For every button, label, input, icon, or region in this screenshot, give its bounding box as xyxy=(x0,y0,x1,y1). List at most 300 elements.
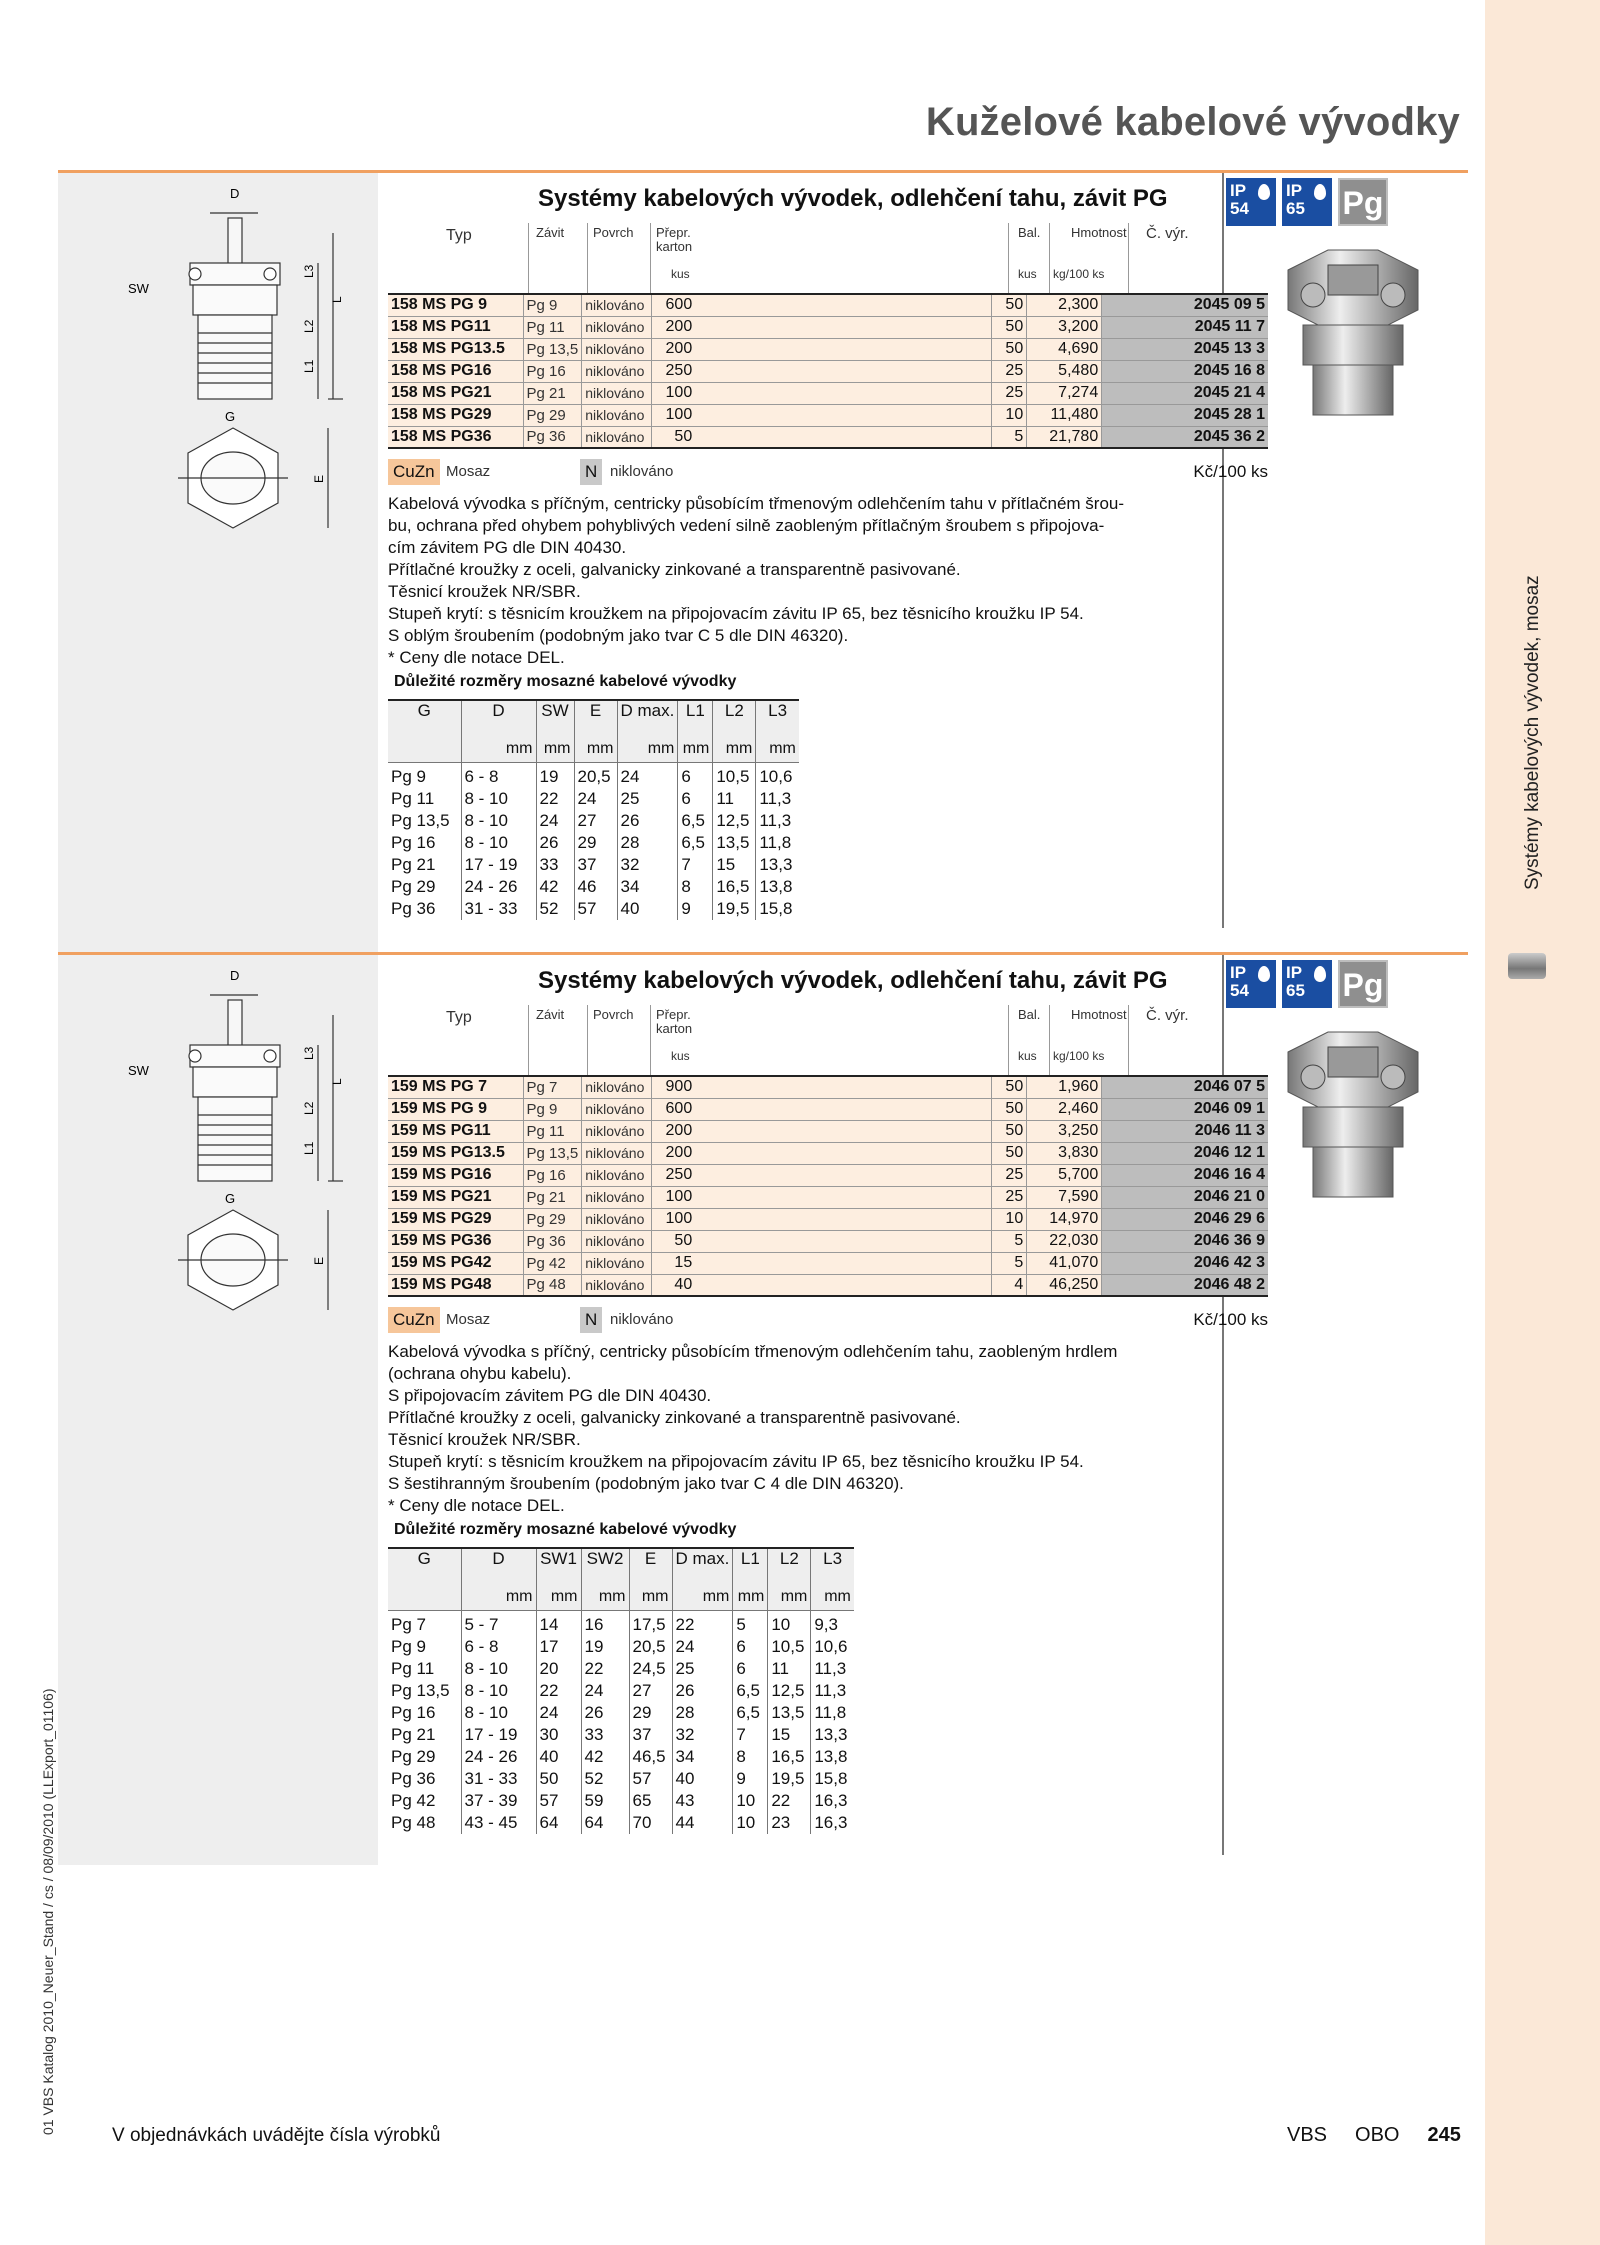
cell-hm: 7,274 xyxy=(1027,382,1102,404)
cell-hm: 3,250 xyxy=(1027,1120,1102,1142)
label-L3: L3 xyxy=(302,264,316,278)
cell-cv: 2046 21 0 xyxy=(1102,1186,1268,1208)
dim-cell: 24 xyxy=(536,810,574,832)
cell-bal: 5 xyxy=(992,426,1027,448)
header-hmotnost: Hmotnost xyxy=(1071,225,1127,240)
dim-cell: 6 xyxy=(678,762,713,788)
cell-typ: 159 MS PG13.5 xyxy=(388,1142,523,1164)
header-prepr: Přepr. xyxy=(656,1007,691,1022)
product-description xyxy=(388,1341,1268,1517)
dim-cell: 20,5 xyxy=(574,762,617,788)
finish-badge-n: N xyxy=(580,459,602,485)
cell-pov: niklováno xyxy=(582,1274,652,1296)
cell-typ: 159 MS PG42 xyxy=(388,1252,523,1274)
dim-cell: 8 - 10 xyxy=(461,810,536,832)
cell-bal: 5 xyxy=(992,1230,1027,1252)
dim-cell: 16 xyxy=(581,1610,629,1636)
dim-cell: 24 xyxy=(574,788,617,810)
cell-bal: 50 xyxy=(992,1076,1027,1098)
dimensions-table xyxy=(388,699,799,920)
description-line: Stupeň krytí: s těsnicím kroužkem na připojovacím závitu IP 65, bez těsnicího kroužku IP 54. xyxy=(388,1452,1084,1471)
dim-cell: 24,5 xyxy=(629,1658,672,1680)
dim-cell: 6,5 xyxy=(733,1702,768,1724)
dim-unit: mm xyxy=(461,1584,536,1610)
dim-unit: mm xyxy=(733,1584,768,1610)
cell-typ: 158 MS PG13.5 xyxy=(388,338,523,360)
cell-cv: 2046 29 6 xyxy=(1102,1208,1268,1230)
dim-unit: mm xyxy=(617,736,678,762)
dim-cell: 40 xyxy=(617,898,678,920)
section-2 xyxy=(58,952,1468,1872)
dim-cell: 12,5 xyxy=(768,1680,811,1702)
cell-typ: 159 MS PG16 xyxy=(388,1164,523,1186)
dim-cell: 10,6 xyxy=(756,762,799,788)
description-line: bu, ochrana před ohybem pohyblivých vedení silně zaobleným přítlačným šroubem s připojova- xyxy=(388,516,1105,535)
product-table-header xyxy=(388,1005,1268,1075)
dim-cell: 13,3 xyxy=(756,854,799,876)
cell-kar: 100 xyxy=(652,382,992,404)
finish-badge-n: N xyxy=(580,1307,602,1333)
cell-hm: 11,480 xyxy=(1027,404,1102,426)
cell-cv: 2046 12 1 xyxy=(1102,1142,1268,1164)
dim-cell: 26 xyxy=(581,1702,629,1724)
table-row xyxy=(388,1274,1268,1296)
description-line: * Ceny dle notace DEL. xyxy=(388,648,565,667)
ip54-badge: IP 54 xyxy=(1226,960,1276,1008)
cell-bal: 10 xyxy=(992,1208,1027,1230)
dim-cell: Pg 21 xyxy=(391,855,436,874)
dim-header: E xyxy=(574,700,617,736)
header-kus: kus xyxy=(671,267,690,281)
dim-cell: 19 xyxy=(536,762,574,788)
dim-header: G xyxy=(388,700,461,736)
cell-hm: 22,030 xyxy=(1027,1230,1102,1252)
cell-zav: Pg 36 xyxy=(523,1230,582,1252)
page-number: 245 xyxy=(1427,2124,1461,2146)
dim-cell: 8 - 10 xyxy=(461,1680,536,1702)
cell-bal: 10 xyxy=(992,404,1027,426)
dim-cell: Pg 9 xyxy=(391,1637,426,1656)
cell-cv: 2046 07 5 xyxy=(1102,1076,1268,1098)
cell-zav: Pg 7 xyxy=(523,1076,582,1098)
dim-header: L2 xyxy=(713,700,756,736)
dim-cell: 5 xyxy=(733,1610,768,1636)
table-row xyxy=(388,1230,1268,1252)
dim-cell: 24 xyxy=(581,1680,629,1702)
dim-cell: 5 - 7 xyxy=(461,1610,536,1636)
label-E: E xyxy=(312,474,326,483)
label-SW: SW xyxy=(128,1063,149,1078)
dim-cell: 24 - 26 xyxy=(461,876,536,898)
header-hmotnost: Hmotnost xyxy=(1071,1007,1127,1022)
cell-kar: 600 xyxy=(652,1098,992,1120)
dim-header: L2 xyxy=(768,1548,811,1584)
description-line: cím závitem PG dle DIN 40430. xyxy=(388,538,627,557)
table-row xyxy=(388,1746,854,1768)
cell-hm: 3,200 xyxy=(1027,316,1102,338)
cell-zav: Pg 16 xyxy=(523,1164,582,1186)
dim-header: L1 xyxy=(678,700,713,736)
cell-cv: 2045 36 2 xyxy=(1102,426,1268,448)
dim-unit: mm xyxy=(811,1584,854,1610)
dim-cell: 9,3 xyxy=(811,1610,854,1636)
header-bal: Bal. xyxy=(1018,1007,1041,1022)
material-badge-cuzn: CuZn xyxy=(388,1307,440,1333)
header-kg100: kg/100 ks xyxy=(1053,1049,1105,1063)
description-line: Kabelová vývodka s příčným, centricky působícím třmenovým odlehčením tahu v přítlačném šrou- xyxy=(388,494,1125,513)
dim-cell: 6,5 xyxy=(733,1680,768,1702)
dim-cell: 19 xyxy=(581,1636,629,1658)
cell-pov: niklováno xyxy=(582,1252,652,1274)
cell-typ: 159 MS PG11 xyxy=(388,1120,523,1142)
dim-cell: 50 xyxy=(536,1768,581,1790)
cell-zav: Pg 21 xyxy=(523,382,582,404)
section-title: Systémy kabelových vývodek, odlehčení tahu, závit PG xyxy=(538,185,1168,212)
dim-cell: 11,3 xyxy=(756,810,799,832)
description-line: S šestihranným šroubením (podobným jako tvar C 4 dle DIN 46320). xyxy=(388,1474,904,1493)
dim-cell: 13,8 xyxy=(811,1746,854,1768)
description-line: Přítlačné kroužky z oceli, galvanicky zinkované a transparentně pasivované. xyxy=(388,560,961,579)
dim-unit: mm xyxy=(672,1584,733,1610)
side-product-thumbnail xyxy=(1508,953,1546,979)
cell-pov: niklováno xyxy=(582,1076,652,1098)
cell-cv: 2045 09 5 xyxy=(1102,294,1268,316)
cell-kar: 50 xyxy=(652,1230,992,1252)
cell-hm: 5,480 xyxy=(1027,360,1102,382)
dim-cell: 17 - 19 xyxy=(461,1724,536,1746)
table-row xyxy=(388,382,1268,404)
table-row xyxy=(388,338,1268,360)
cell-bal: 25 xyxy=(992,1164,1027,1186)
ip65-badge: IP 65 xyxy=(1282,960,1332,1008)
table-row xyxy=(388,1610,854,1636)
cell-zav: Pg 9 xyxy=(523,294,582,316)
dim-cell: 65 xyxy=(629,1790,672,1812)
label-SW: SW xyxy=(128,281,149,296)
table-row xyxy=(388,854,799,876)
cell-typ: 159 MS PG29 xyxy=(388,1208,523,1230)
cell-kar: 200 xyxy=(652,316,992,338)
dim-cell: 22 xyxy=(581,1658,629,1680)
dim-unit: mm xyxy=(678,736,713,762)
dim-cell: 31 - 33 xyxy=(461,1768,536,1790)
dim-cell: Pg 29 xyxy=(391,1747,436,1766)
cell-zav: Pg 13,5 xyxy=(523,338,582,360)
dim-cell: 6 xyxy=(733,1658,768,1680)
footer-brand-vbs: VBS xyxy=(1287,2124,1328,2146)
cell-cv: 2045 16 8 xyxy=(1102,360,1268,382)
label-G: G xyxy=(225,1191,236,1206)
dim-cell: Pg 13,5 xyxy=(391,811,450,830)
dim-cell: Pg 13,5 xyxy=(391,1681,450,1700)
dim-cell: 46,5 xyxy=(629,1746,672,1768)
description-line: S oblým šroubením (podobným jako tvar C 5 dle DIN 46320). xyxy=(388,626,849,645)
cell-typ: 158 MS PG11 xyxy=(388,316,523,338)
table-row xyxy=(388,404,1268,426)
table-row xyxy=(388,1702,854,1724)
dim-cell: 11,3 xyxy=(756,788,799,810)
dim-header: D xyxy=(461,1548,536,1584)
dim-cell: 64 xyxy=(536,1812,581,1834)
table-row xyxy=(388,1636,854,1658)
dim-cell: 24 xyxy=(536,1702,581,1724)
dim-cell: 8 - 10 xyxy=(461,832,536,854)
dim-cell: 8 xyxy=(733,1746,768,1768)
dim-cell: 22 xyxy=(768,1790,811,1812)
dim-header: L1 xyxy=(733,1548,768,1584)
dim-cell: 37 xyxy=(574,854,617,876)
table-row xyxy=(388,762,799,788)
dim-cell: 57 xyxy=(574,898,617,920)
ip54-badge: IP 54 xyxy=(1226,178,1276,226)
dim-cell: 12,5 xyxy=(713,810,756,832)
dim-cell: 17 - 19 xyxy=(461,854,536,876)
dim-cell: Pg 11 xyxy=(391,789,435,808)
table-row xyxy=(388,788,799,810)
table-row xyxy=(388,1790,854,1812)
description-line: Těsnicí kroužek NR/SBR. xyxy=(388,582,581,601)
material-label: Mosaz xyxy=(446,1311,491,1328)
cell-typ: 158 MS PG36 xyxy=(388,426,523,448)
dim-cell: Pg 36 xyxy=(391,1769,436,1788)
price-unit: Kč/100 ks xyxy=(1193,462,1268,481)
label-G: G xyxy=(225,409,236,424)
side-category-label: Systémy kabelových vývodek, mosaz xyxy=(1522,575,1543,890)
cell-cv: 2045 21 4 xyxy=(1102,382,1268,404)
dim-cell: 44 xyxy=(672,1812,733,1834)
dim-cell: 52 xyxy=(581,1768,629,1790)
dim-cell: 26 xyxy=(617,810,678,832)
dim-cell: 16,3 xyxy=(811,1790,854,1812)
dim-cell: 32 xyxy=(672,1724,733,1746)
cell-kar: 600 xyxy=(652,294,992,316)
product-table xyxy=(388,293,1268,449)
cell-hm: 3,830 xyxy=(1027,1142,1102,1164)
dim-cell: 22 xyxy=(672,1610,733,1636)
cell-cv: 2046 48 2 xyxy=(1102,1274,1268,1296)
cell-bal: 25 xyxy=(992,382,1027,404)
cell-kar: 250 xyxy=(652,1164,992,1186)
dim-cell: 6 xyxy=(733,1636,768,1658)
dim-cell: 11,3 xyxy=(811,1680,854,1702)
table-row xyxy=(388,1680,854,1702)
cell-typ: 159 MS PG48 xyxy=(388,1274,523,1296)
cell-cv: 2046 36 9 xyxy=(1102,1230,1268,1252)
dim-cell: 13,3 xyxy=(811,1724,854,1746)
label-L: L xyxy=(330,296,344,303)
dim-cell: 8 - 10 xyxy=(461,1658,536,1680)
header-povrch: Povrch xyxy=(593,1007,634,1022)
label-L1: L1 xyxy=(302,1141,316,1155)
dim-cell: 7 xyxy=(733,1724,768,1746)
description-line: S připojovacím závitem PG dle DIN 40430. xyxy=(388,1386,712,1405)
dim-cell: 64 xyxy=(581,1812,629,1834)
dim-cell: Pg 48 xyxy=(391,1813,436,1832)
dim-cell: 7 xyxy=(678,854,713,876)
dim-header: L3 xyxy=(811,1548,854,1584)
dim-cell: 57 xyxy=(536,1790,581,1812)
dim-cell: 34 xyxy=(617,876,678,898)
dim-cell: 22 xyxy=(536,788,574,810)
cell-zav: Pg 11 xyxy=(523,1120,582,1142)
dim-cell: 11 xyxy=(768,1658,811,1680)
dim-cell: 15 xyxy=(768,1724,811,1746)
table-row xyxy=(388,1076,1268,1098)
dim-header: D max. xyxy=(672,1548,733,1584)
cell-hm: 4,690 xyxy=(1027,338,1102,360)
dim-cell: 17 xyxy=(536,1636,581,1658)
dim-cell: 19,5 xyxy=(713,898,756,920)
dim-cell: 42 xyxy=(581,1746,629,1768)
table-row xyxy=(388,876,799,898)
cell-zav: Pg 48 xyxy=(523,1274,582,1296)
material-label: Mosaz xyxy=(446,463,491,480)
cell-zav: Pg 16 xyxy=(523,360,582,382)
cell-hm: 46,250 xyxy=(1027,1274,1102,1296)
cell-zav: Pg 36 xyxy=(523,426,582,448)
dim-cell: 28 xyxy=(672,1702,733,1724)
table-row xyxy=(388,832,799,854)
dim-cell: 10,6 xyxy=(811,1636,854,1658)
product-table-header xyxy=(388,223,1268,293)
cell-hm: 7,590 xyxy=(1027,1186,1102,1208)
dim-cell: 24 - 26 xyxy=(461,1746,536,1768)
price-unit: Kč/100 ks xyxy=(1193,1310,1268,1329)
dim-cell: 6 - 8 xyxy=(461,762,536,788)
cell-hm: 2,460 xyxy=(1027,1098,1102,1120)
header-typ: Typ xyxy=(446,1009,472,1026)
dim-cell: 25 xyxy=(617,788,678,810)
dim-unit: mm xyxy=(536,736,574,762)
description-line: Těsnicí kroužek NR/SBR. xyxy=(388,1430,581,1449)
dim-unit: mm xyxy=(536,1584,581,1610)
cell-kar: 100 xyxy=(652,404,992,426)
dim-cell: 11,8 xyxy=(811,1702,854,1724)
cell-pov: niklováno xyxy=(582,1230,652,1252)
cell-typ: 159 MS PG36 xyxy=(388,1230,523,1252)
header-kus: kus xyxy=(671,1049,690,1063)
dim-cell: 40 xyxy=(536,1746,581,1768)
cell-bal: 50 xyxy=(992,1098,1027,1120)
cell-cv: 2046 16 4 xyxy=(1102,1164,1268,1186)
table-row xyxy=(388,1142,1268,1164)
dim-cell: 13,8 xyxy=(756,876,799,898)
dim-cell: 9 xyxy=(678,898,713,920)
dimensions-title: Důležité rozměry mosazné kabelové vývodky xyxy=(394,1521,737,1538)
dim-cell: 15,8 xyxy=(756,898,799,920)
table-row xyxy=(388,294,1268,316)
table-row xyxy=(388,1768,854,1790)
product-photo xyxy=(1268,1022,1438,1217)
cell-cv: 2045 13 3 xyxy=(1102,338,1268,360)
table-row xyxy=(388,898,799,920)
table-row xyxy=(388,1252,1268,1274)
dim-cell: Pg 21 xyxy=(391,1725,436,1744)
finish-label: niklováno xyxy=(610,1311,674,1328)
water-drop-icon xyxy=(1314,184,1326,200)
cell-zav: Pg 9 xyxy=(523,1098,582,1120)
cell-bal: 4 xyxy=(992,1274,1027,1296)
label-D: D xyxy=(230,968,240,983)
dim-unit: mm xyxy=(629,1584,672,1610)
cell-typ: 158 MS PG16 xyxy=(388,360,523,382)
table-row xyxy=(388,1120,1268,1142)
cell-bal: 5 xyxy=(992,1252,1027,1274)
dim-cell: 29 xyxy=(629,1702,672,1724)
drawing-panel xyxy=(58,955,378,1865)
dim-cell: 13,5 xyxy=(768,1702,811,1724)
dim-cell: 11 xyxy=(713,788,756,810)
dim-cell: Pg 16 xyxy=(391,833,436,852)
dim-cell: 32 xyxy=(617,854,678,876)
header-prepr: Přepr. xyxy=(656,225,691,240)
section-content xyxy=(388,173,1268,945)
dim-header: E xyxy=(629,1548,672,1584)
table-row xyxy=(388,1208,1268,1230)
dim-cell: 11,8 xyxy=(756,832,799,854)
dim-cell: 24 xyxy=(672,1636,733,1658)
table-row xyxy=(388,360,1268,382)
dim-cell: 11,3 xyxy=(811,1658,854,1680)
dim-cell: 24 xyxy=(617,762,678,788)
dimensions-table xyxy=(388,1547,854,1834)
footer-brand xyxy=(1287,2124,1461,2147)
dim-cell: 8 - 10 xyxy=(461,788,536,810)
cell-zav: Pg 29 xyxy=(523,404,582,426)
dim-cell: 22 xyxy=(536,1680,581,1702)
cell-kar: 50 xyxy=(652,426,992,448)
dim-cell: 17,5 xyxy=(629,1610,672,1636)
header-kg100: kg/100 ks xyxy=(1053,267,1105,281)
cell-typ: 158 MS PG 9 xyxy=(388,294,523,316)
catalog-imprint: 01 VBS Katalog 2010_Neuer_Stand / cs / 08/09/2010 (LLExport_01106) xyxy=(40,1688,56,2135)
dim-cell: 26 xyxy=(536,832,574,854)
cell-cv: 2046 42 3 xyxy=(1102,1252,1268,1274)
table-row xyxy=(388,1164,1268,1186)
table-row xyxy=(388,1658,854,1680)
header-kus2: kus xyxy=(1018,1049,1037,1063)
product-photo xyxy=(1268,240,1438,435)
cell-pov: niklováno xyxy=(582,1098,652,1120)
cell-kar: 15 xyxy=(652,1252,992,1274)
cell-kar: 100 xyxy=(652,1208,992,1230)
header-zavit: Závit xyxy=(536,225,565,240)
label-D: D xyxy=(230,186,240,201)
dim-cell: 6,5 xyxy=(678,810,713,832)
dim-cell: 25 xyxy=(672,1658,733,1680)
dim-cell: 37 xyxy=(629,1724,672,1746)
cell-hm: 2,300 xyxy=(1027,294,1102,316)
cell-typ: 159 MS PG 9 xyxy=(388,1098,523,1120)
label-L2: L2 xyxy=(302,1101,316,1115)
cell-bal: 50 xyxy=(992,316,1027,338)
product-table xyxy=(388,1075,1268,1297)
table-row xyxy=(388,810,799,832)
dim-cell: 10 xyxy=(733,1812,768,1834)
header-bal: Bal. xyxy=(1018,225,1041,240)
ip65-badge: IP 65 xyxy=(1282,178,1332,226)
right-margin-band xyxy=(1485,0,1600,2245)
dim-cell: 31 - 33 xyxy=(461,898,536,920)
dim-cell: Pg 7 xyxy=(391,1615,426,1635)
cell-pov: niklováno xyxy=(582,338,652,360)
dim-cell: 42 xyxy=(536,876,574,898)
cell-pov: niklováno xyxy=(582,1142,652,1164)
label-E: E xyxy=(312,1256,326,1265)
dim-header: SW xyxy=(536,700,574,736)
dim-cell: 10 xyxy=(768,1610,811,1636)
cell-zav: Pg 11 xyxy=(523,316,582,338)
